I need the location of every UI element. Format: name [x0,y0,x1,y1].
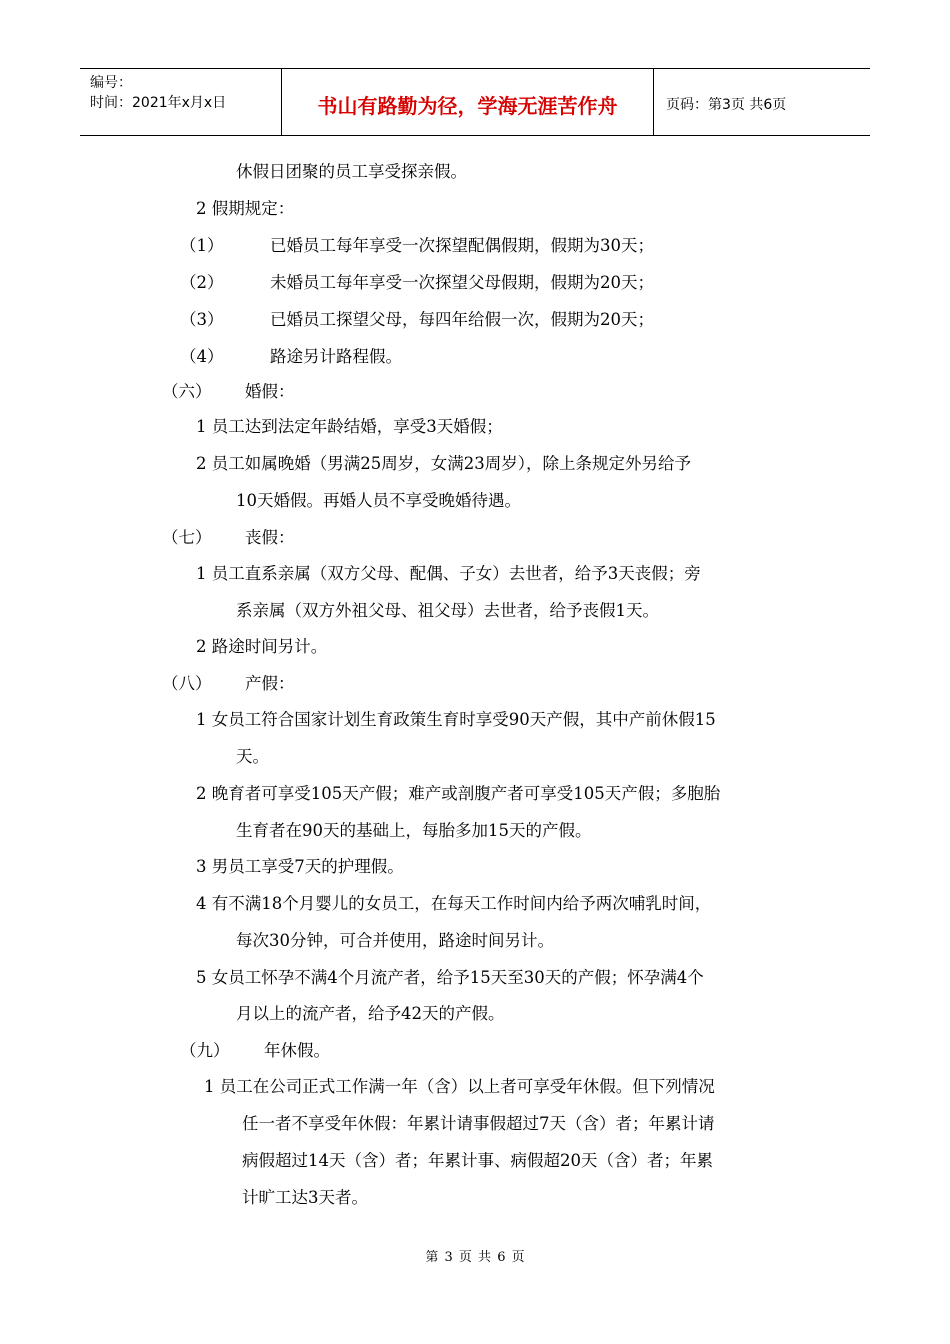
text-line: 1 员工在公司正式工作满一年（含）以上者可享受年休假。但下列情况 [204,1077,715,1096]
text-line: 路途另计路程假。 [270,347,402,366]
text-line: 计旷工达3天者。 [242,1188,368,1207]
page-header [80,68,870,136]
text-line: 1 员工达到法定年龄结婚，享受3天婚假； [196,417,503,436]
text-line: 天。 [236,747,269,766]
text-line: 系亲属（双方外祖父母、祖父母）去世者，给予丧假1天。 [236,601,659,620]
text-line: 4 有不满18个月婴儿的女员工，在每天工作时间内给予两次哺乳时间， [196,894,712,913]
list-number: （3） [180,310,224,329]
section-number: （七） [162,528,212,547]
section-number: （八） [162,674,212,693]
text-line: 5 女员工怀孕不满4个月流产者，给予15天至30天的产假；怀孕满4个 [196,968,704,987]
header-page-info: 页码：第3页 共6页 [666,97,787,113]
list-number: （1） [180,236,224,255]
time-label: 时间：2021年x月x日 [90,95,227,111]
text-line: 1 员工直系亲属（双方父母、配偶、子女）去世者，给予3天丧假；旁 [196,564,701,583]
text-line: 10天婚假。再婚人员不享受晚婚待遇。 [236,491,521,510]
text-line: 2 路途时间另计。 [196,637,328,656]
text-line: 任一者不享受年休假：年累计请事假超过7天（含）者；年累计请 [242,1114,715,1133]
text-line: 2 晚育者可享受105天产假；难产或剖腹产者可享受105天产假；多胞胎 [196,784,721,803]
text-line: 生育者在90天的基础上，每胎多加15天的产假。 [236,821,592,840]
serial-label: 编号： [90,75,132,91]
page-footer: 第 3 页 共 6 页 [425,1250,525,1265]
text-line: 月以上的流产者，给予42天的产假。 [236,1004,505,1023]
text-line: 已婚员工每年享受一次探望配偶假期，假期为30天； [270,236,654,255]
text-line: 未婚员工每年享受一次探望父母假期，假期为20天； [270,273,654,292]
list-number: （2） [180,273,224,292]
section-number: （九） [180,1041,230,1060]
section-title: 产假： [245,674,295,693]
list-number: （4） [180,347,224,366]
header-motto: 书山有路勤为径，学海无涯苦作舟 [282,69,654,135]
text-line: 已婚员工探望父母，每四年给假一次，假期为20天； [270,310,654,329]
text-line: 2 假期规定： [196,199,295,218]
text-line: 每次30分钟，可合并使用，路途时间另计。 [236,931,554,950]
section-title: 丧假： [245,528,295,547]
section-number: （六） [162,382,212,401]
header-meta [80,69,282,135]
text-line: 2 员工如属晚婚（男满25周岁，女满23周岁），除上条规定外另给予 [196,454,691,473]
section-title: 婚假： [245,382,295,401]
text-line: 病假超过14天（含）者；年累计事、病假超20天（含）者；年累 [242,1151,713,1170]
text-line: 1 女员工符合国家计划生育政策生育时享受90天产假，其中产前休假15 [196,710,716,729]
text-line: 休假日团聚的员工享受探亲假。 [236,162,467,181]
text-line: 3 男员工享受7天的护理假。 [196,857,404,876]
section-title: 年休假。 [264,1041,330,1060]
